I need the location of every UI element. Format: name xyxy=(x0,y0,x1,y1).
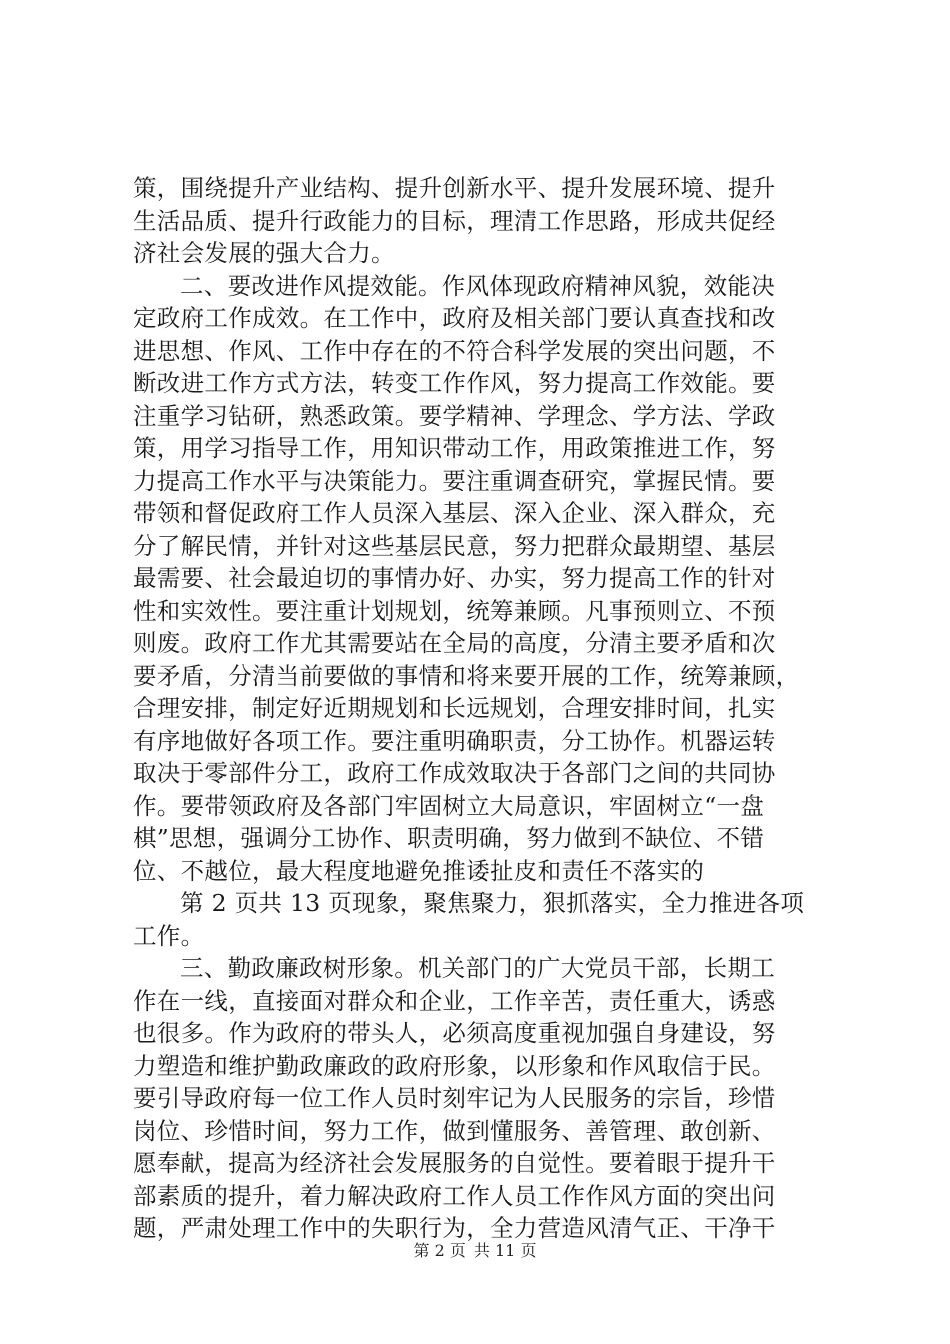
text-line: 注重学习钻研，熟悉政策。要学精神、学理念、学方法、学政 xyxy=(133,401,776,430)
document-body xyxy=(133,172,825,1245)
text-line: 分了解民情，并针对这些基层民意，努力把群众最期望、基层 xyxy=(133,531,776,560)
page-footer xyxy=(0,1240,950,1262)
text-line: 愿奉献，提高为经济社会发展服务的自觉性。要着眼于提升干 xyxy=(133,1149,776,1177)
text-line: 性和实效性。要注重计划规划，统筹兼顾。凡事预则立、不预 xyxy=(133,596,776,625)
text-line: 济社会发展的强大合力。 xyxy=(133,239,395,267)
text-line: 作在一线，直接面对群众和企业，工作辛苦，责任重大，诱惑 xyxy=(133,986,776,1015)
text-line: 进思想、作风、工作中存在的不符合科学发展的突出问题，不 xyxy=(133,336,776,365)
text-line: 要矛盾，分清当前要做的事情和将来要开展的工作，统筹兼顾， xyxy=(133,661,800,690)
page-number: 第 2 页 xyxy=(413,1241,466,1260)
text-line: 作。要带领政府及各部门牢固树立大局意识，牢固树立“一盘 xyxy=(133,791,765,820)
text-line: 也很多。作为政府的带头人，必须高度重视加强自身建设，努 xyxy=(133,1019,776,1047)
text-line: 岗位、珍惜时间，努力工作，做到懂服务、善管理、敢创新、 xyxy=(133,1116,776,1145)
page-total: 共 11 页 xyxy=(473,1241,537,1260)
text-line: 棋”思想，强调分工协作、职责明确，努力做到不缺位、不错 xyxy=(133,824,765,852)
text-line: 带领和督促政府工作人员深入基层、深入企业、深入群众，充 xyxy=(133,499,776,527)
text-line: 要引导政府每一位工作人员时刻牢记为人民服务的宗旨，珍惜 xyxy=(133,1084,776,1112)
paragraph-start-line: 第 2 页共 13 页现象，聚焦聚力，狠抓落实，全力推进各项 xyxy=(180,889,805,917)
text-line: 断改进工作方式方法，转变工作作风，努力提高工作效能。要 xyxy=(133,369,776,397)
text-line: 题，严肃处理工作中的失职行为，全力营造风清气正、干净干 xyxy=(133,1214,776,1242)
text-line: 有序地做好各项工作。要注重明确职责，分工协作。机器运转 xyxy=(133,726,776,755)
text-line: 则废。政府工作尤其需要站在全局的高度，分清主要矛盾和次 xyxy=(133,629,776,657)
text-line: 生活品质、提升行政能力的目标，理清工作思路，形成共促经 xyxy=(133,206,776,235)
text-line: 力塑造和维护勤政廉政的政府形象，以形象和作风取信于民。 xyxy=(133,1051,776,1080)
text-line: 最需要、社会最迫切的事情办好、办实，努力提高工作的针对 xyxy=(133,564,776,592)
text-line: 位、不越位，最大程度地避免推诿扯皮和责任不落实的 xyxy=(133,856,705,885)
text-line: 部素质的提升，着力解决政府工作人员工作作风方面的突出问 xyxy=(133,1181,776,1210)
paragraph-start-line: 二、要改进作风提效能。作风体现政府精神风貌，效能决 xyxy=(180,271,775,300)
text-line: 策，围绕提升产业结构、提升创新水平、提升发展环境、提升 xyxy=(133,174,776,202)
text-line: 力提高工作水平与决策能力。要注重调查研究，掌握民情。要 xyxy=(133,466,776,495)
paragraph-start-line: 三、勤政廉政树形象。机关部门的广大党员干部，长期工 xyxy=(180,954,775,982)
text-line: 策，用学习指导工作，用知识带动工作，用政策推进工作，努 xyxy=(133,434,776,462)
text-line: 合理安排，制定好近期规划和长远规划，合理安排时间，扎实 xyxy=(133,694,776,722)
text-line: 工作。 xyxy=(133,921,205,950)
text-line: 定政府工作成效。在工作中，政府及相关部门要认真查找和改 xyxy=(133,304,776,332)
text-line: 取决于零部件分工，政府工作成效取决于各部门之间的共同协 xyxy=(133,759,776,787)
